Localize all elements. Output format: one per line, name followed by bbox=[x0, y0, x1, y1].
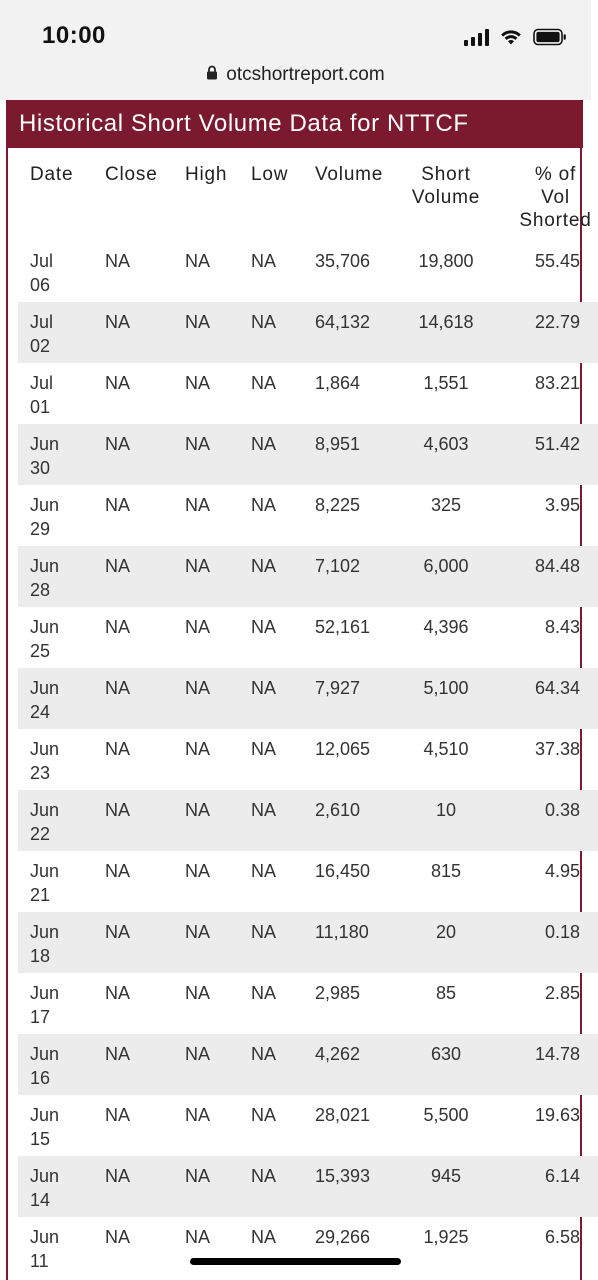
table-row bbox=[18, 973, 598, 1034]
cell-pct-shorted: 0.38 bbox=[544, 800, 580, 820]
cell-volume: 29,266 bbox=[315, 1227, 371, 1247]
header-volume: Volume bbox=[315, 164, 384, 185]
cell-high: NA bbox=[185, 1105, 211, 1125]
lock-icon bbox=[206, 64, 218, 86]
date-day: 02 bbox=[30, 336, 51, 356]
cell-high: NA bbox=[185, 251, 211, 271]
cell-short-volume: 5,100 bbox=[423, 678, 469, 698]
cell-volume: 2,985 bbox=[315, 983, 361, 1003]
cellular-signal-icon bbox=[464, 28, 489, 46]
cell-pct-shorted: 22.79 bbox=[534, 312, 580, 332]
table-row bbox=[18, 912, 598, 973]
status-time: 10:00 bbox=[42, 22, 106, 49]
cell-high: NA bbox=[185, 1044, 211, 1064]
cell-date bbox=[18, 424, 91, 485]
table-row bbox=[18, 790, 598, 851]
cell-pct-shorted: 0.18 bbox=[544, 922, 580, 942]
header-low: Low bbox=[251, 164, 289, 185]
date-month: Jun bbox=[30, 678, 60, 698]
table-header-row bbox=[18, 156, 598, 241]
header-pct-shorted: % of Vol Shorted bbox=[519, 164, 592, 231]
cell-short-volume: 4,510 bbox=[423, 739, 469, 759]
cell-volume: 16,450 bbox=[315, 861, 371, 881]
date-day: 25 bbox=[30, 641, 51, 661]
table-container bbox=[6, 148, 592, 1280]
cell-date bbox=[18, 1034, 91, 1095]
date-day: 24 bbox=[30, 702, 51, 722]
cell-high: NA bbox=[185, 617, 211, 637]
cell-close: NA bbox=[105, 373, 131, 393]
cell-volume: 28,021 bbox=[315, 1105, 371, 1125]
cell-date bbox=[18, 729, 91, 790]
cell-date bbox=[18, 1156, 91, 1217]
cell-short-volume: 4,603 bbox=[423, 434, 469, 454]
status-icons bbox=[464, 26, 567, 48]
cell-short-volume: 5,500 bbox=[423, 1105, 469, 1125]
cell-pct-shorted: 6.14 bbox=[544, 1166, 580, 1186]
cell-high: NA bbox=[185, 1227, 211, 1247]
cell-close: NA bbox=[105, 312, 131, 332]
cell-low: NA bbox=[251, 739, 277, 759]
cell-volume: 4,262 bbox=[315, 1044, 361, 1064]
header-date: Date bbox=[30, 164, 74, 185]
cell-pct-shorted: 83.21 bbox=[534, 373, 580, 393]
cell-volume: 1,864 bbox=[315, 373, 361, 393]
cell-date bbox=[18, 302, 91, 363]
cell-high: NA bbox=[185, 983, 211, 1003]
date-day: 11 bbox=[30, 1251, 49, 1271]
cell-volume: 2,610 bbox=[315, 800, 361, 820]
table-row bbox=[18, 363, 598, 424]
table-row bbox=[18, 668, 598, 729]
cell-volume: 52,161 bbox=[315, 617, 371, 637]
cell-high: NA bbox=[185, 434, 211, 454]
cell-date bbox=[18, 607, 91, 668]
cell-short-volume: 19,800 bbox=[418, 251, 474, 271]
cell-high: NA bbox=[185, 495, 211, 515]
cell-date bbox=[18, 973, 91, 1034]
cell-pct-shorted: 55.45 bbox=[534, 251, 580, 271]
cell-date bbox=[18, 668, 91, 729]
cell-date bbox=[18, 1095, 91, 1156]
cell-low: NA bbox=[251, 495, 277, 515]
cell-high: NA bbox=[185, 739, 211, 759]
date-day: 15 bbox=[30, 1129, 51, 1149]
table-row bbox=[18, 424, 598, 485]
date-month: Jun bbox=[30, 556, 60, 576]
table-row bbox=[18, 607, 598, 668]
cell-volume: 8,225 bbox=[315, 495, 361, 515]
cell-close: NA bbox=[105, 800, 131, 820]
table-row bbox=[18, 1217, 598, 1278]
date-month: Jul bbox=[30, 251, 54, 271]
table-row bbox=[18, 1156, 598, 1217]
cell-close: NA bbox=[105, 617, 131, 637]
date-month: Jul bbox=[30, 312, 54, 332]
cell-short-volume: 4,396 bbox=[423, 617, 469, 637]
cell-volume: 64,132 bbox=[315, 312, 371, 332]
date-month: Jun bbox=[30, 1105, 60, 1125]
wifi-icon bbox=[499, 28, 523, 46]
header-close: Close bbox=[105, 164, 158, 185]
date-month: Jun bbox=[30, 1044, 60, 1064]
cell-high: NA bbox=[185, 678, 211, 698]
cell-close: NA bbox=[105, 556, 131, 576]
cell-close: NA bbox=[105, 434, 131, 454]
cell-short-volume: 1,925 bbox=[423, 1227, 469, 1247]
cell-high: NA bbox=[185, 373, 211, 393]
date-month: Jul bbox=[30, 373, 54, 393]
cell-close: NA bbox=[105, 983, 131, 1003]
cell-volume: 7,102 bbox=[315, 556, 361, 576]
cell-high: NA bbox=[185, 800, 211, 820]
short-volume-table bbox=[18, 156, 598, 1278]
cell-volume: 35,706 bbox=[315, 251, 371, 271]
cell-pct-shorted: 64.34 bbox=[534, 678, 580, 698]
cell-low: NA bbox=[251, 312, 277, 332]
cell-pct-shorted: 2.85 bbox=[544, 983, 580, 1003]
cell-high: NA bbox=[185, 861, 211, 881]
cell-pct-shorted: 14.78 bbox=[534, 1044, 580, 1064]
cell-volume: 12,065 bbox=[315, 739, 371, 759]
cell-low: NA bbox=[251, 1166, 277, 1186]
date-day: 06 bbox=[30, 275, 51, 295]
cell-high: NA bbox=[185, 556, 211, 576]
cell-low: NA bbox=[251, 678, 277, 698]
date-day: 29 bbox=[30, 519, 51, 539]
cell-volume: 15,393 bbox=[315, 1166, 371, 1186]
cell-short-volume: 20 bbox=[435, 922, 457, 942]
address-bar[interactable] bbox=[0, 60, 591, 90]
date-month: Jun bbox=[30, 434, 60, 454]
cell-high: NA bbox=[185, 312, 211, 332]
date-month: Jun bbox=[30, 1166, 60, 1186]
cell-short-volume: 630 bbox=[430, 1044, 462, 1064]
table-row bbox=[18, 1095, 598, 1156]
cell-short-volume: 14,618 bbox=[418, 312, 474, 332]
date-month: Jun bbox=[30, 983, 60, 1003]
date-day: 14 bbox=[30, 1190, 51, 1210]
cell-low: NA bbox=[251, 434, 277, 454]
cell-pct-shorted: 51.42 bbox=[534, 434, 580, 454]
date-day: 22 bbox=[30, 824, 51, 844]
cell-low: NA bbox=[251, 251, 277, 271]
date-day: 18 bbox=[30, 946, 51, 966]
date-month: Jun bbox=[30, 922, 60, 942]
date-month: Jun bbox=[30, 617, 60, 637]
cell-close: NA bbox=[105, 1166, 131, 1186]
header-high: High bbox=[185, 164, 228, 185]
cell-low: NA bbox=[251, 800, 277, 820]
date-month: Jun bbox=[30, 1227, 60, 1247]
cell-volume: 7,927 bbox=[315, 678, 361, 698]
cell-date bbox=[18, 546, 91, 607]
cell-close: NA bbox=[105, 1044, 131, 1064]
cell-low: NA bbox=[251, 617, 277, 637]
cell-volume: 8,951 bbox=[315, 434, 361, 454]
cell-low: NA bbox=[251, 1044, 277, 1064]
cell-low: NA bbox=[251, 983, 277, 1003]
cell-short-volume: 1,551 bbox=[423, 373, 469, 393]
page-header bbox=[6, 100, 583, 148]
cell-close: NA bbox=[105, 1227, 131, 1247]
date-month: Jun bbox=[30, 861, 60, 881]
status-bar bbox=[0, 0, 591, 100]
cell-pct-shorted: 19.63 bbox=[534, 1105, 580, 1125]
cell-high: NA bbox=[185, 922, 211, 942]
cell-low: NA bbox=[251, 1227, 277, 1247]
cell-low: NA bbox=[251, 1105, 277, 1125]
cell-pct-shorted: 6.58 bbox=[544, 1227, 580, 1247]
cell-short-volume: 325 bbox=[430, 495, 462, 515]
cell-volume: 11,180 bbox=[315, 922, 369, 942]
table-row bbox=[18, 485, 598, 546]
cell-pct-shorted: 84.48 bbox=[534, 556, 580, 576]
cell-date bbox=[18, 790, 91, 851]
cell-close: NA bbox=[105, 739, 131, 759]
cell-close: NA bbox=[105, 861, 131, 881]
cell-close: NA bbox=[105, 1105, 131, 1125]
cell-pct-shorted: 37.38 bbox=[534, 739, 580, 759]
date-day: 23 bbox=[30, 763, 51, 783]
cell-date bbox=[18, 851, 91, 912]
cell-close: NA bbox=[105, 251, 131, 271]
date-day: 21 bbox=[30, 885, 51, 905]
cell-low: NA bbox=[251, 922, 277, 942]
cell-close: NA bbox=[105, 922, 131, 942]
cell-low: NA bbox=[251, 373, 277, 393]
cell-date bbox=[18, 912, 91, 973]
cell-pct-shorted: 8.43 bbox=[544, 617, 580, 637]
cell-pct-shorted: 3.95 bbox=[544, 495, 580, 515]
page-title: Historical Short Volume Data for NTTCF bbox=[19, 110, 469, 137]
battery-icon bbox=[533, 28, 567, 46]
date-month: Jun bbox=[30, 800, 60, 820]
cell-short-volume: 10 bbox=[435, 800, 457, 820]
table-row bbox=[18, 851, 598, 912]
cell-close: NA bbox=[105, 495, 131, 515]
date-day: 16 bbox=[30, 1068, 51, 1088]
cell-date bbox=[18, 241, 91, 302]
date-day: 28 bbox=[30, 580, 51, 600]
cell-close: NA bbox=[105, 678, 131, 698]
table-row bbox=[18, 729, 598, 790]
header-short-volume: Short Volume bbox=[411, 164, 481, 208]
table-row bbox=[18, 302, 598, 363]
date-month: Jun bbox=[30, 739, 60, 759]
table-row bbox=[18, 241, 598, 302]
date-day: 17 bbox=[30, 1007, 51, 1027]
cell-date bbox=[18, 1217, 91, 1278]
cell-short-volume: 85 bbox=[435, 983, 457, 1003]
cell-low: NA bbox=[251, 556, 277, 576]
date-day: 01 bbox=[30, 397, 51, 417]
cell-date bbox=[18, 363, 91, 424]
table-row bbox=[18, 546, 598, 607]
cell-pct-shorted: 4.95 bbox=[544, 861, 580, 881]
table-row bbox=[18, 1034, 598, 1095]
cell-low: NA bbox=[251, 861, 277, 881]
cell-short-volume: 815 bbox=[430, 861, 462, 881]
cell-short-volume: 6,000 bbox=[423, 556, 469, 576]
date-day: 30 bbox=[30, 458, 51, 478]
cell-date bbox=[18, 485, 91, 546]
home-indicator[interactable] bbox=[190, 1258, 401, 1265]
cell-short-volume: 945 bbox=[430, 1166, 462, 1186]
url-text: otcshortreport.com bbox=[226, 64, 385, 85]
cell-high: NA bbox=[185, 1166, 211, 1186]
date-month: Jun bbox=[30, 495, 60, 515]
